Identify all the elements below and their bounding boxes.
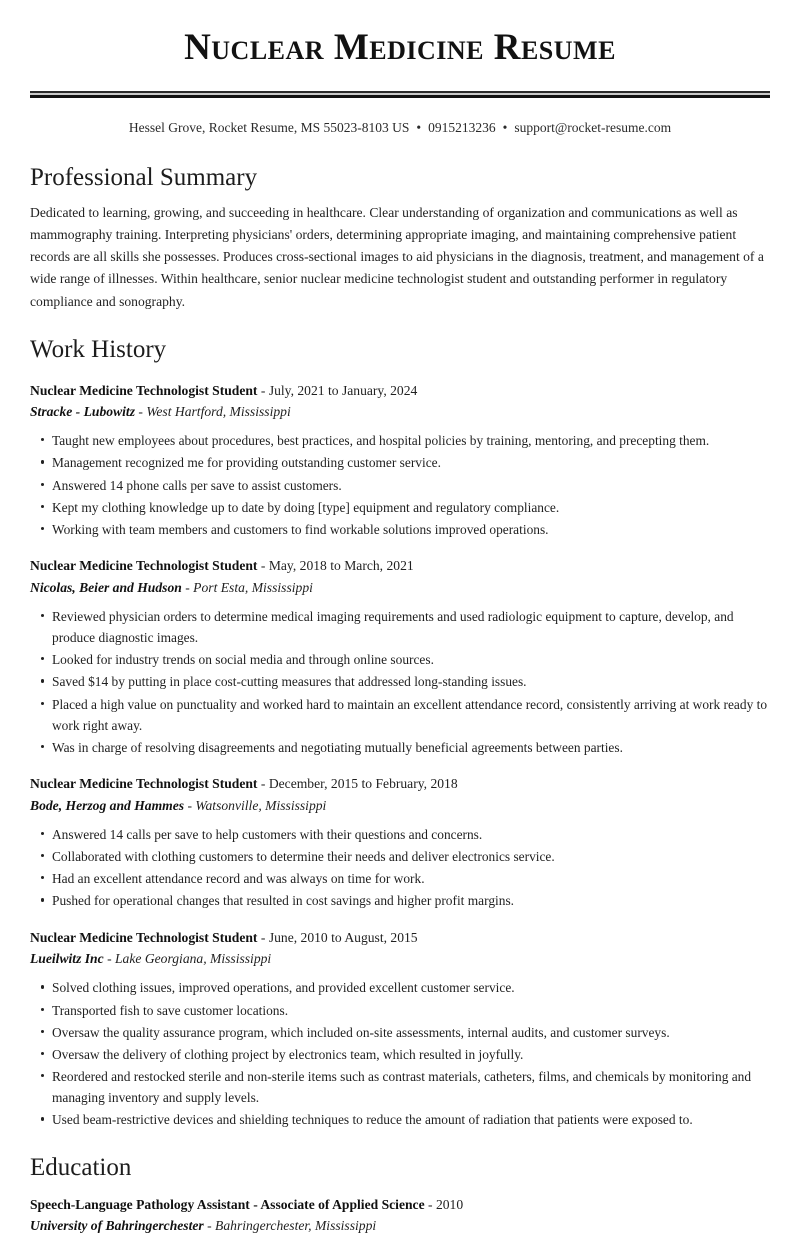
work-entry-dash: - (260, 776, 266, 792)
list-item: Solved clothing issues, improved operations, and provided excellent customer service. (30, 977, 770, 998)
work-entry-title-line (30, 928, 770, 948)
list-item: Transported fish to save customer locations. (30, 1000, 770, 1021)
header-divider (30, 91, 770, 98)
list-item: Looked for industry trends on social media and through online sources. (30, 649, 770, 670)
contact-separator-icon: • (502, 119, 508, 135)
education-location: Bahringerchester, Mississippi (215, 1217, 377, 1233)
work-entry (30, 774, 770, 911)
work-entry-bullet-list (30, 824, 770, 912)
work-entry-dates: December, 2015 to February, 2018 (268, 776, 458, 792)
work-entry-dash: - (260, 929, 266, 945)
work-entry-company-dash: - (185, 579, 190, 595)
section-heading-professional-summary: Professional Summary (30, 164, 258, 192)
education-year: 2010 (435, 1196, 464, 1212)
list-item: Reordered and restocked sterile and non-sterile items such as contrast materials, catheters, films, and chemicals by monitoring and managing inventory and supply levels. (30, 1066, 770, 1108)
work-entry-company-dash: - (107, 951, 112, 966)
work-entry-title-line (30, 556, 770, 576)
work-entry (30, 556, 770, 758)
work-entry-title: Nuclear Medicine Technologist Student (30, 776, 258, 792)
work-entry-bullet-list (30, 430, 770, 540)
work-entry-company: Bode, Herzog and Hammes (30, 797, 185, 813)
work-entry-title: Nuclear Medicine Technologist Student (30, 382, 258, 398)
contact-line (30, 119, 770, 138)
work-entry-company-line (30, 949, 770, 969)
education-school-dash: - (207, 1217, 212, 1233)
list-item: Had an excellent attendance record and was always on time for work. (30, 868, 770, 889)
education-dash: - (428, 1196, 433, 1212)
work-entry-location: West Hartford, Mississippi (146, 403, 291, 419)
work-entry-company-line (30, 402, 770, 422)
list-item: Used beam-restrictive devices and shielding techniques to reduce the amount of radiation that patients were exposed to. (30, 1109, 770, 1130)
list-item: Saved $14 by putting in place cost-cutting measures that addressed long-standing issues. (30, 671, 770, 692)
work-entry-dates: June, 2010 to August, 2015 (268, 929, 418, 945)
work-entry-company: Stracke - Lubowitz (30, 403, 135, 419)
work-entry (30, 928, 770, 1131)
work-entry-dash: - (260, 558, 266, 574)
work-entry-title: Nuclear Medicine Technologist Student (30, 558, 258, 574)
list-item: Taught new employees about procedures, best practices, and hospital policies by training, mentoring, and precepting them. (30, 430, 770, 451)
work-entry-company-line (30, 796, 770, 816)
list-item: Oversaw the quality assurance program, which included on-site assessments, internal audits, and customer surveys. (30, 1022, 770, 1043)
page-title: Nuclear Medicine Resume (184, 27, 616, 68)
contact-address: Hessel Grove, Rocket Resume, MS 55023-8103 US (128, 119, 410, 135)
work-entry-dash: - (260, 382, 266, 398)
professional-summary-text: Dedicated to learning, growing, and succeeding in healthcare. Clear understanding of organization and communications as well as mammography training. Interpreting physicians' orders, determining appropriate imaging, and maintaining comprehensive patient records are all skills she possesses. Produces cross-sectional images to aid physicians in the diagnosis, treatment, and management of a wide range of illnesses. Within healthcare, senior nuclear medicine technologist student and outstanding performer in regulatory compliance and sonography. (30, 205, 764, 309)
work-entry-bullet-list (30, 977, 770, 1130)
work-entry (30, 381, 770, 541)
work-entry-company-dash: - (138, 403, 143, 419)
work-entry-dates: May, 2018 to March, 2021 (268, 558, 414, 574)
education-school: University of Bahringerchester (30, 1217, 204, 1233)
work-entry-company-dash: - (187, 797, 193, 813)
list-item: Reviewed physician orders to determine medical imaging requirements and used radiologic equipment to capture, develop, and produce diagnostic images. (30, 606, 770, 648)
section-heading-education: Education (30, 1153, 132, 1181)
education-school-line (30, 1216, 770, 1236)
list-item: Working with team members and customers to find workable solutions improved operations. (30, 519, 770, 540)
list-item: Placed a high value on punctuality and worked hard to maintain an excellent attendance record, consistently arriving at work ready to work right away. (30, 694, 770, 736)
work-entry-location: Lake Georgiana, Mississippi (115, 951, 272, 966)
list-item: Collaborated with clothing customers to determine their needs and deliver electronics service. (30, 846, 770, 867)
contact-email: support@rocket-resume.com (514, 119, 672, 135)
list-item: Was in charge of resolving disagreements and negotiating mutually beneficial agreements between parties. (30, 737, 770, 758)
section-heading-work-history: Work History (30, 335, 167, 363)
list-item: Answered 14 phone calls per save to assist customers. (30, 475, 770, 496)
work-entry-company-line (30, 578, 770, 598)
work-entry-dates: July, 2021 to January, 2024 (268, 382, 418, 398)
work-entry-title: Nuclear Medicine Technologist Student (30, 929, 258, 945)
list-item: Pushed for operational changes that resulted in cost savings and higher profit margins. (30, 890, 770, 911)
list-item: Kept my clothing knowledge up to date by doing [type] equipment and regulatory compliance. (30, 497, 770, 518)
work-entry-location: Watsonville, Mississippi (195, 797, 327, 813)
education-degree-line (30, 1195, 770, 1215)
divider-line-bottom (30, 95, 770, 98)
list-item: Management recognized me for providing outstanding customer service. (30, 452, 770, 473)
education-degree: Speech-Language Pathology Assistant - Associate of Applied Science (30, 1196, 425, 1212)
contact-separator-icon: • (416, 119, 422, 135)
work-entry-location: Port Esta, Mississippi (193, 579, 313, 595)
work-entry-company: Lueilwitz Inc (30, 951, 104, 966)
work-entry-title-line (30, 774, 770, 794)
list-item: Answered 14 calls per save to help customers with their questions and concerns. (30, 824, 770, 845)
contact-phone: 0915213236 (428, 119, 496, 135)
list-item: Oversaw the delivery of clothing project by electronics team, which resulted in joyfully. (30, 1044, 770, 1065)
work-entry-title-line (30, 381, 770, 401)
education-entry (30, 1195, 770, 1236)
work-entry-company: Nicolas, Beier and Hudson (30, 579, 182, 595)
work-entry-bullet-list (30, 606, 770, 758)
